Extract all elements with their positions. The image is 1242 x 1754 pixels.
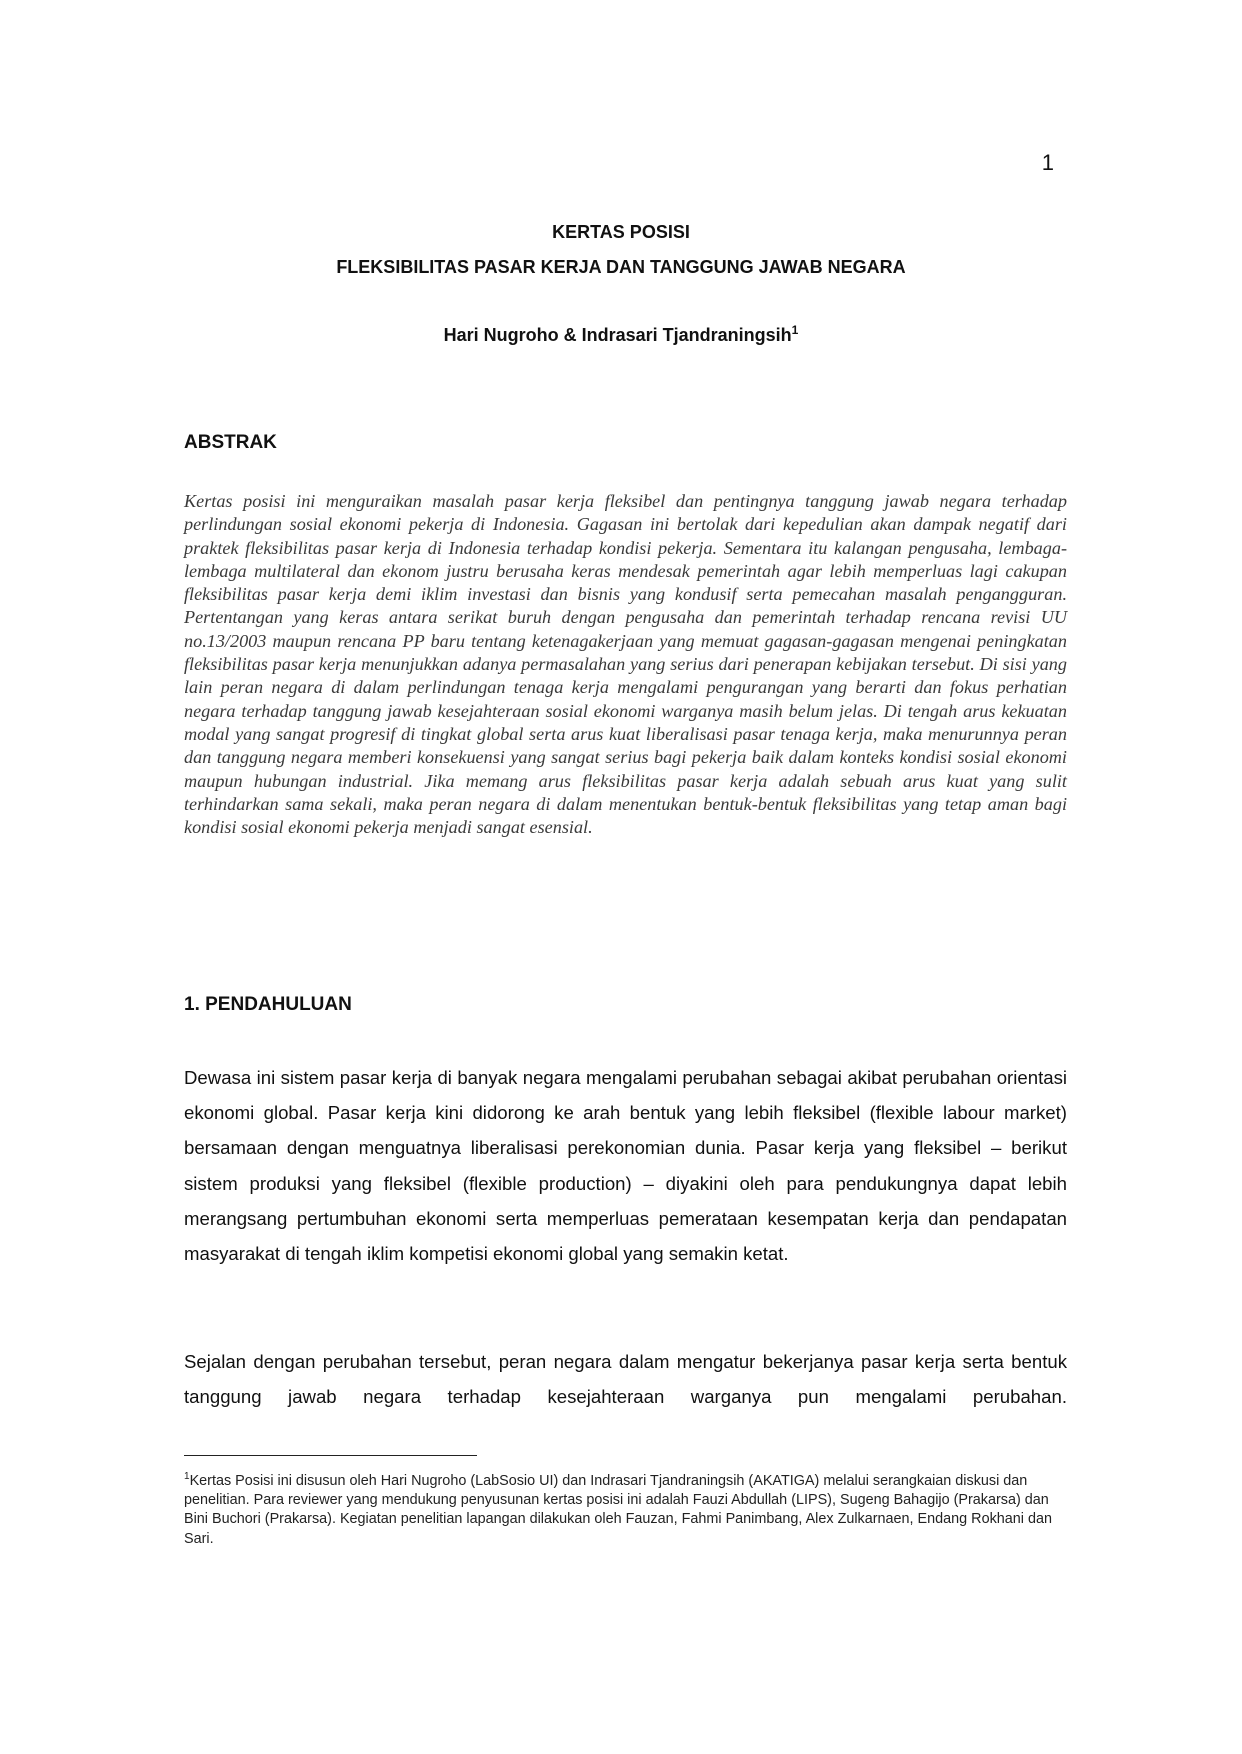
abstract-heading: ABSTRAK — [184, 432, 277, 453]
body-paragraph: Dewasa ini sistem pasar kerja di banyak negara mengalami perubahan sebagai akibat perubahan orientasi ekonomi global. Pasar kerja kini didorong ke arah bentuk yang lebih fleksibel (flexible labour market) bersamaan dengan menguatnya liberalisasi perekonomian dunia. Pasar kerja yang fleksibel – berikut sistem produksi yang fleksibel (flexible production) – diyakini oleh para pendukungnya dapat lebih merangsang pertumbuhan ekonomi serta memperluas pemerataan kesempatan kerja dan pendapatan masyarakat di tengah iklim kompetisi ekonomi global yang semakin ketat. — [184, 1067, 1067, 1265]
footnote — [184, 1467, 1067, 1549]
document-title: FLEKSIBILITAS PASAR KERJA DAN TANGGUNG JAWAB NEGARA — [336, 257, 906, 277]
footnote-number: 1 — [184, 1471, 190, 1482]
abstract-text: Kertas posisi ini menguraikan masalah pasar kerja fleksibel dan pentingnya tanggung jawab negara terhadap perlindungan sosial ekonomi pekerja di Indonesia. Gagasan ini bertolak dari kepedulian akan dampak negatif dari praktek fleksibilitas pasar kerja di Indonesia terhadap kondisi pekerja. Sementara itu kalangan pengusaha, lembaga-lembaga multilateral dan ekonom justru berusaha keras mendesak pemerintah agar lebih memperluas lagi cakupan fleksibilitas pasar kerja demi iklim investasi dan bisnis yang kondusif serta pemecahan masalah pengangguran. Pertentangan yang keras antara serikat buruh dengan pengusaha dan pemerintah terhadap rencana revisi UU no.13/2003 maupun rencana PP baru tentang ketenagakerjaan yang memuat gagasan-gagasan mengenai peningkatan fleksibilitas pasar kerja menunjukkan adanya permasalahan yang serius dari penerapan kebijakan tersebut. Di sisi yang lain peran negara di dalam perlindungan tenaga kerja mengalami pengurangan yang berarti dan fokus perhatian negara terhadap tanggung jawab kesejahteraan sosial ekonomi warganya masih belum jelas. Di tengah arus kekuatan modal yang sangat progresif di tingkat global serta arus kuat liberalisasi pasar tenaga kerja, maka menurunnya peran dan tanggung negara memberi konsekuensi yang sangat serius bagi pekerja baik dalam konteks kondisi sosial ekonomi maupun hubungan industrial. Jika memang arus fleksibilitas pasar kerja adalah sebuah arus kuat yang sulit terhindarkan sama sekali, maka peran negara di dalam menentukan bentuk-bentuk fleksibilitas yang tetap aman bagi kondisi sosial ekonomi pekerja menjadi sangat esensial. — [184, 491, 1067, 838]
page-number: 1 — [1041, 150, 1054, 175]
body-paragraph: Sejalan dengan perubahan tersebut, peran negara dalam mengatur bekerjanya pasar kerja serta bentuk tanggung jawab negara terhadap kesejahteraan warganya pun mengalami perubahan. — [184, 1351, 1067, 1408]
authors — [0, 323, 1242, 346]
author-names: Hari Nugroho & Indrasari Tjandraningsih — [443, 325, 792, 345]
section-heading: 1. PENDAHULUAN — [184, 994, 352, 1015]
footnote-divider — [184, 1455, 477, 1456]
footnote-text: Kertas Posisi ini disusun oleh Hari Nugroho (LabSosio UI) dan Indrasari Tjandraningsih (AKATIGA) melalui serangkaian diskusi dan penelitian. Para reviewer yang mendukung penyusunan kertas posisi ini adalah Fauzi Abdullah (LIPS), Sugeng Bahagijo (Prakarsa) dan Bini Buchori (Prakarsa). Kegiatan penelitian lapangan dilakukan oleh Fauzan, Fahmi Panimbang, Alex Zulkarnaen, Endang Rokhani dan Sari. — [184, 1472, 1052, 1547]
footnote-marker[interactable]: 1 — [791, 323, 799, 337]
document-type: KERTAS POSISI — [552, 222, 690, 242]
